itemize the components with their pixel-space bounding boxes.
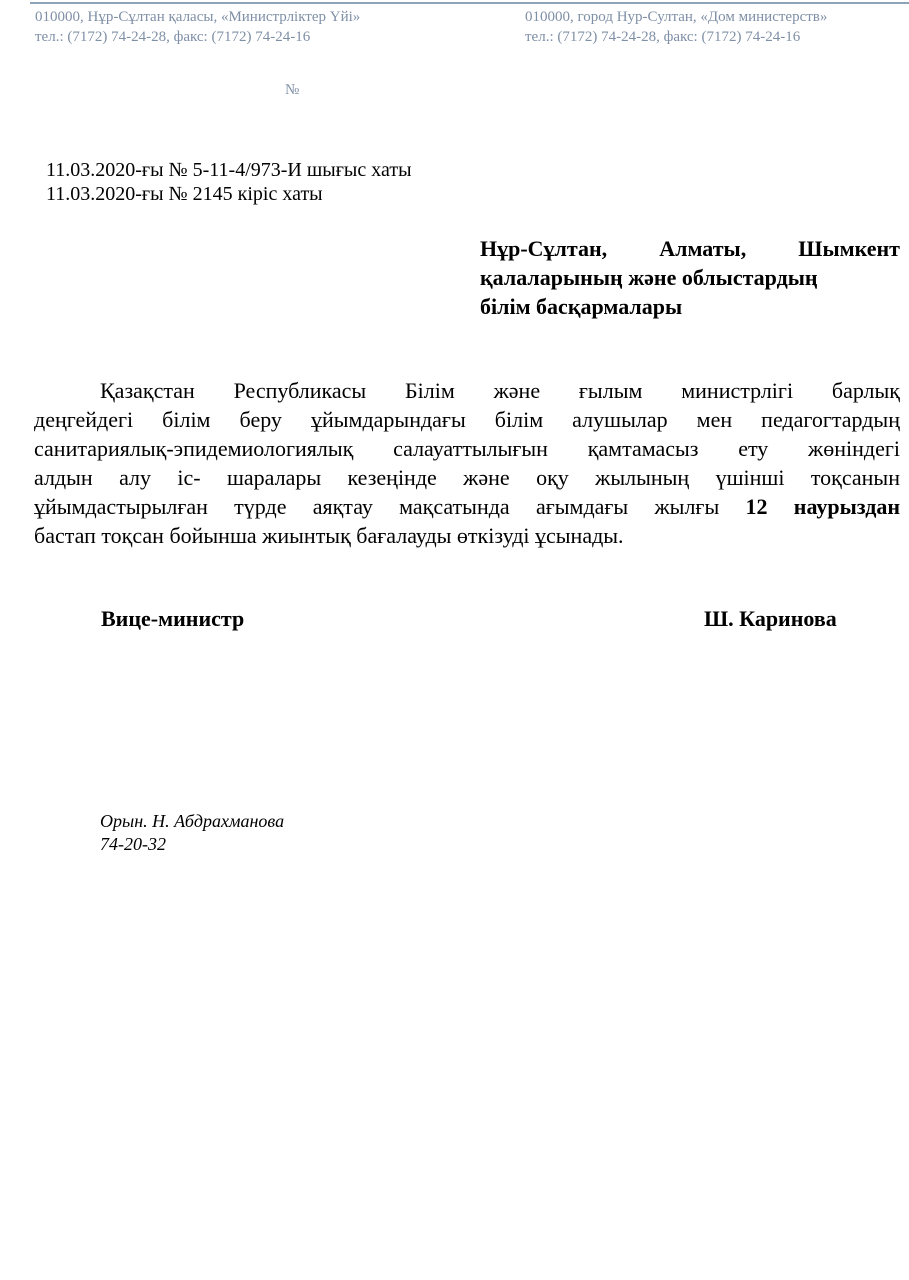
executor-name: Орын. Н. Абдрахманова xyxy=(100,811,285,831)
header-right-address: 010000, город Нур-Султан, «Дом министерств» xyxy=(525,9,828,25)
signatory-name: Ш. Каринова xyxy=(704,606,837,631)
addressee-block xyxy=(480,234,900,321)
document-number-sign: № xyxy=(285,82,300,98)
body-line: Қазақстан Республикасы Білім және ғылым министрлігі барлық xyxy=(100,378,900,403)
addressee-line: Нұр-Сұлтан, Алматы, Шымкент xyxy=(480,236,900,261)
signatory-title: Вице-министр xyxy=(101,606,245,631)
addressee-line: қалаларының және облыстардың xyxy=(480,265,818,290)
header-rule xyxy=(30,2,909,4)
executor-phone: 74-20-32 xyxy=(100,834,166,854)
header-right-phone: тел.: (7172) 74-24-28, факс: (7172) 74-24-16 xyxy=(525,29,801,45)
body-line: бастап тоқсан бойынша жиынтық бағалауды өткізуді ұсынады. xyxy=(34,523,624,548)
header-left xyxy=(35,7,360,47)
body-line xyxy=(34,492,900,521)
outgoing-letter-ref: 11.03.2020-ғы № 5-11-4/973-И шығыс хаты xyxy=(46,159,412,181)
addressee-line: білім басқармалары xyxy=(480,294,683,319)
header-left-address: 010000, Нұр-Сұлтан қаласы, «Министрліктер Үйі» xyxy=(35,9,361,25)
header-right xyxy=(525,7,827,47)
body-line: санитариялық-эпидемиологиялық салауаттылығын қамтамасыз ету жөніндегі xyxy=(34,436,900,461)
header-left-phone: тел.: (7172) 74-24-28, факс: (7172) 74-24-16 xyxy=(35,29,311,45)
letter-body xyxy=(34,376,900,550)
incoming-letter-ref: 11.03.2020-ғы № 2145 кіріс хаты xyxy=(46,183,323,205)
reference-block xyxy=(46,158,412,206)
body-line: алдын алу іс- шаралары кезеңінде және оқу жылының үшінші тоқсанын xyxy=(34,465,900,490)
date-highlight: 12 наурыздан xyxy=(745,494,901,519)
body-line-text: ұйымдастырылған түрде аяқтау мақсатында ағымдағы жылғы xyxy=(34,494,746,519)
executor-block xyxy=(100,810,284,856)
body-line: деңгейдегі білім беру ұйымдарындағы білім алушылар мен педагогтардың xyxy=(34,407,900,432)
